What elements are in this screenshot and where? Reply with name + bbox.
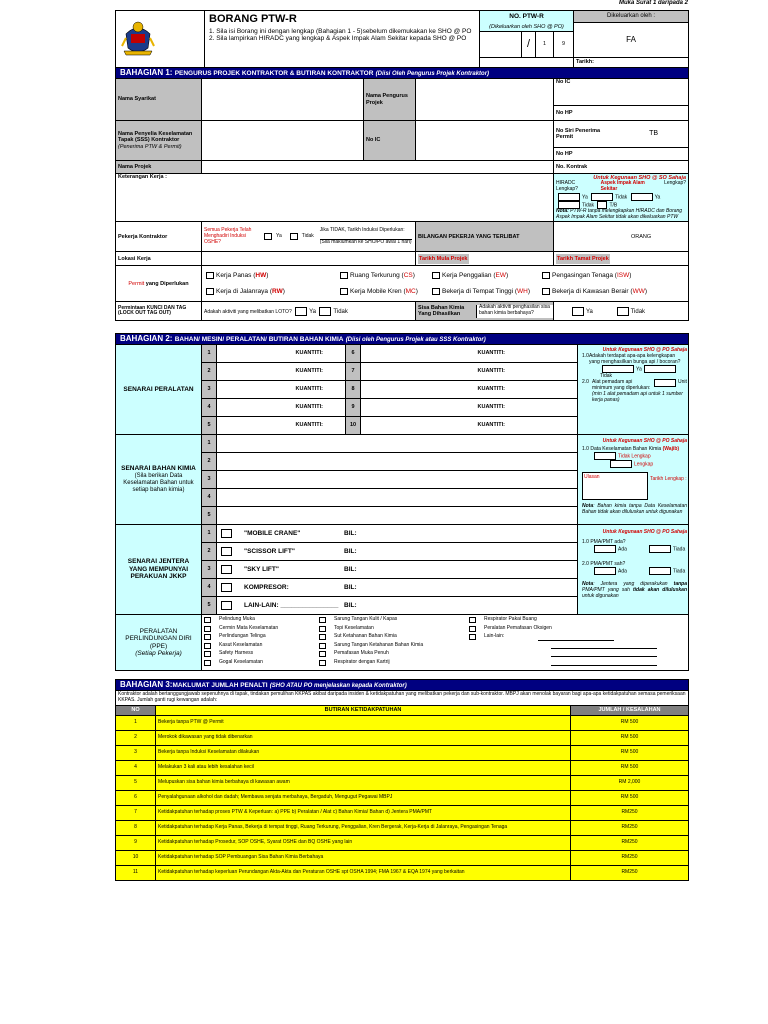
permit-wh[interactable]: Bekerja di Tempat Tinggi (WH)	[430, 288, 540, 296]
penalty-description: Bekerja tanpa Induksi Keselamatan dilakukan	[156, 745, 571, 760]
penalty-description: Penyalahgunaan alkohol dan dadah; Membawa senjata merbahaya, Bergaduh, Mengugut Pegawai MBPJ	[156, 790, 571, 805]
section-2-header: BAHAGIAN 2: BAHAN/ MESIN/ PERALATAN/ BUTIRAN BAHAN KIMIA (Diisi oleh Pengurus Projek atau SSS Kontraktor)	[116, 334, 689, 345]
ic-no-label[interactable]: No IC	[554, 79, 689, 106]
logo-cell	[116, 11, 205, 68]
sds-lengkap-box[interactable]	[610, 460, 632, 468]
penalty-no: 10	[116, 850, 156, 865]
equipment-list-label: SENARAI PERALATAN	[116, 345, 202, 435]
penalty-row	[116, 775, 689, 790]
ppe-option[interactable]: Pelindung Muka	[204, 616, 319, 625]
permit-ww[interactable]: Bekerja di Kawasan Berair (WW)	[540, 288, 647, 296]
equipment-qty-1[interactable]: KUANTITI:	[217, 345, 346, 363]
penalty-row	[116, 790, 689, 805]
chemical-row-2[interactable]	[217, 453, 578, 471]
sss-hp-label[interactable]: No HP	[554, 148, 689, 161]
penalty-amount: RM 500	[571, 715, 689, 730]
penalty-description: Bekerja tanpa PTW @ Permit	[156, 715, 571, 730]
penalty-amount: RM250	[571, 865, 689, 880]
sss-name-field[interactable]	[202, 121, 364, 161]
loto-tidak-box[interactable]	[319, 307, 331, 316]
machinery-row-2[interactable]: "SCISSOR LIFT" BIL:	[217, 543, 578, 561]
col-no-header: NO	[116, 705, 156, 715]
page-number: Muka Surat 1 daripada 2	[618, 0, 688, 6]
instruction-2: 2. Sila lampirkan HIRADC yang lengkap & Aspek Impak Alam Sekitar kepada SHO @ PO	[209, 35, 467, 43]
hiradc-ya-box[interactable]	[558, 193, 580, 201]
project-manager-field[interactable]	[416, 79, 554, 121]
chemical-waste-options: Ya Tidak	[554, 302, 689, 321]
work-description-field[interactable]: Keterangan Kerja :	[116, 174, 554, 222]
loto-label: Permintaan KUNCI DAN TAG (LOCK OUT TAG OUT)	[116, 302, 202, 321]
pma-sah-tiada-box[interactable]	[649, 567, 671, 575]
section-1	[115, 67, 689, 321]
penalty-no: 6	[116, 790, 156, 805]
permit-cs[interactable]: Ruang Terkurung (CS)	[338, 272, 430, 280]
ppe-option[interactable]: Gogal Keselamatan	[204, 659, 319, 668]
sss-name-label: Nama Penyelia Keselamatan Tapak (SSS) Kontraktor (Penerima PTW & Permit)	[116, 121, 202, 161]
penalty-row	[116, 745, 689, 760]
permit-label: Permit yang Diperlukan	[116, 266, 202, 302]
issued-label: Dikeluarkan oleh :	[574, 11, 689, 23]
penalty-row	[116, 865, 689, 880]
section-3-header: BAHAGIAN 3:MAKLUMAT JUMLAH PENALTI (SHO ATAU PO menjelaskan kepada Kontraktor)	[116, 680, 689, 691]
penalty-description: Ketidakpatuhan terhadap proses PTW & Keperluan: a) PPE b) Peralatan / Alat c) Bahan Kimia/ Bahan d) Jentera PMA/PMT	[156, 805, 571, 820]
date-label[interactable]: Tarikh:	[574, 58, 689, 68]
penalty-row	[116, 730, 689, 745]
penalty-amount: RM250	[571, 805, 689, 820]
chemical-row-1[interactable]	[217, 435, 578, 453]
equipment-qty-3[interactable]: KUANTITI:	[217, 381, 346, 399]
penalty-description: Ketidakpatuhan terhadap Prosedur, SOP OSHE, Syarat OSHE dan BQ OSHE yang lain	[156, 835, 571, 850]
contract-no-label[interactable]: No. Kontrak	[554, 161, 689, 174]
permit-mc[interactable]: Kerja Mobile Kren (MC)	[338, 288, 430, 296]
sds-remarks-box[interactable]: Ulasan	[582, 472, 648, 500]
machinery-row-3[interactable]: "SKY LIFT" BIL:	[217, 561, 578, 579]
penalty-intro: Kontraktor adalah bertanggungjawab sepenuhnya di tapak, tindakan pemulihan KKPAS akibat daripada insiden & ketidakpatuhan yang melibatkan pekerja dan sub-kontraktor. MBPJ akan menolak bayaran bagi apa-apa ketidakpatuhan semasa pemeriksaan KKPAS. Jumlah ganti rugi kewangan adalah:	[116, 691, 689, 706]
worker-count-label: BILANGAN PEKERJA YANG TERLIBAT	[416, 222, 554, 252]
penalty-no: 3	[116, 745, 156, 760]
section-1-header: BAHAGIAN 1: PENGURUS PROJEK KONTRAKTOR & BUTIRAN KONTRAKTOR (Diisi Oleh Pengurus Projek Kontraktor)	[116, 68, 689, 79]
permit-serial-field[interactable]: No Siri Penerima Permit TB	[554, 121, 689, 148]
ptw-no-field-3[interactable]: 9	[554, 32, 574, 58]
penalty-amount: RM 2,000	[571, 775, 689, 790]
project-name-field[interactable]	[202, 161, 554, 174]
workers-label: Pekerja Kontraktor	[116, 222, 202, 252]
extinguisher-unit-box[interactable]	[654, 379, 676, 387]
end-date-field[interactable]: Tarikh Tamat Projek	[554, 252, 689, 266]
col-butiran-header: BUTIRAN KETIDAKPATUHAN	[156, 705, 571, 715]
col-jumlah-header: JUMLAH / KESALAHAN	[571, 705, 689, 715]
penalty-amount: RM250	[571, 820, 689, 835]
penalty-no: 1	[116, 715, 156, 730]
ptw-no-field-1[interactable]	[480, 32, 522, 58]
machinery-list-label: SENARAI JENTERA YANG MEMPUNYAI PERAKUAN JKKP	[116, 525, 202, 615]
equipment-qty-6[interactable]: KUANTITI:	[361, 345, 578, 363]
penalty-amount: RM250	[571, 835, 689, 850]
equipment-qty-8[interactable]: KUANTITI:	[361, 381, 578, 399]
chemical-row-4[interactable]	[217, 489, 578, 507]
machinery-row-1[interactable]: "MOBILE CRANE" BIL:	[217, 525, 578, 543]
penalty-amount: RM 500	[571, 790, 689, 805]
ppe-label: PERALATAN PERLINDUNGAN DIRI (PPE) (Setiap Pekerja)	[116, 615, 202, 671]
location-field[interactable]	[202, 252, 416, 266]
penalty-description: Merokok dikawasan yang tidak dibenarkan	[156, 730, 571, 745]
ppe-option[interactable]: Peralatan Pemafasan Oksigen	[469, 625, 657, 634]
sho-check-panel: Untuk Kegunaan SHO @ SO Sahaja HIRADC Lengkap? Aspek Impak Alam Sekitar Lengkap? Ya Tidak Ya Tidak T/B Nota: PTW-R tanpa melengkapkan HIRADC dan Borang Aspek Impak Alam Sekitar tidak akan dikeluarkan PTW	[554, 174, 689, 222]
penalty-row	[116, 820, 689, 835]
penalty-row	[116, 850, 689, 865]
location-label: Lokasi Kerja	[116, 252, 202, 266]
equipment-qty-10[interactable]: KUANTITI:	[361, 417, 578, 435]
induction-ya-box[interactable]	[264, 233, 272, 240]
issued-value[interactable]: FA	[574, 23, 689, 58]
ppe-option[interactable]: Respirator Pakai Buang	[469, 616, 657, 625]
company-name-label: Nama Syarikat	[116, 79, 202, 121]
induction-tidak-box[interactable]	[290, 233, 298, 240]
penalty-description: Ketidakpatuhan terhadap keperluan Perundangan Akta-Akta dan Peraturan OSHE spt OSHA 1994; FMA 1967 & EQA 1974 yang berkaitan	[156, 865, 571, 880]
ppe-option[interactable]: Respirator dengan Kartrij	[319, 659, 469, 668]
ppe-option[interactable]: Cermin Mata Keselamatan	[204, 625, 319, 634]
chemical-list-label: SENARAI BAHAN KIMIA (Sila berikan Data Keselamatan Bahan untuk setiap bahan kimia)	[116, 435, 202, 525]
section-2: BAHAGIAN 2: BAHAN/ MESIN/ PERALATAN/ BUTIRAN BAHAN KIMIA (Diisi oleh Pengurus Projek atau SSS Kontraktor) SENARAI PERALATAN 1 KUANTITI: 6 KUANTITI: 2 KUANTITI: 7 KUANTITI: 3 KUANTITI: 8 KUANTITI: 4 KUANTITI: 9 KUANTITI: 5 KUANTITI: 10 KUANTITI: SENARAI BAHAN KIMIA (Sila berikan Data Keselamatan Bahan untuk setiap bahan kimia) 1 2 3 4 5 SENARAI JENTERA YANG MEMPUNYAI PERAKUAN JKKP 1 "MOBILE CRANE" BIL: 2 "SCISSOR LIFT" BIL: 3 "SKY LIFT" BIL: 4 KOMPRESOR: BIL: 5 LAIN-LAIN: ________________ BIL: PERALATAN PERLINDUNGAN DIRI (PPE) (Setiap Pekerja) Pelindung Muka Cermin Mata Keselamatan Perlindungan Telinga Kasut Keselamatan Safety Harness Gogal Keselamatan Sarung Tangan Kulit / Kapas Topi Keselamatan Sut Ketahanan Bahan Kimia Sarung Tangan Ketahanan Bahan Kimia Pemafasan Muka Penuh Respirator dengan Kartrij Respirator Pakai Buang Peralatan Pemafasan Oksigen Lain-lain:	[115, 333, 689, 671]
sparks-tidak-box[interactable]	[644, 365, 676, 373]
equipment-panel-content: Untuk Kegunaan SHO @ PO Sahaja 1.0 Adakah terdapat apa-apa kelengkapan yang menghasilkan bunga api / bocoran? YaTidak 2.0 Alat pemadam api minimum yang diperlukan: Unit (min 1 alat pemadam api untuk 1 sumber kerja panas)	[582, 347, 687, 403]
penalty-row	[116, 715, 689, 730]
permit-isw[interactable]: Pengasingan Tenaga (ISW)	[540, 272, 631, 280]
ptw-no-field-2[interactable]: 1	[536, 32, 554, 58]
permit-rw[interactable]: Kerja di Jalanraya (RW)	[204, 288, 338, 296]
penalty-amount: RM 500	[571, 730, 689, 745]
equipment-qty-2[interactable]: KUANTITI:	[217, 363, 346, 381]
penalty-no: 9	[116, 835, 156, 850]
pma-sah-ada-box[interactable]	[594, 567, 616, 575]
ppe-option[interactable]: Lain-lain:	[469, 633, 657, 642]
penalty-no: 8	[116, 820, 156, 835]
pma-tiada-box[interactable]	[649, 545, 671, 553]
sss-ic-field[interactable]	[416, 121, 554, 161]
hp-no-label[interactable]: No HP	[554, 106, 689, 121]
penalty-no: 7	[116, 805, 156, 820]
chemical-panel-content: Untuk Kegunaan SHO @ PO Sahaja 1.0 Data Keselamatan Bahan Kimia (Wajib) Tidak LengkapLengkap Ulasan Tarikh Lengkap : Nota: Bahan kimia tanpa Data Keselamatan Bahan tidak akan diluluskan untuk digunakan	[582, 438, 687, 515]
chemical-row-3[interactable]	[217, 471, 578, 489]
penalty-amount: RM 500	[571, 760, 689, 775]
sss-ic-label: No IC	[364, 121, 416, 161]
ppe-options	[202, 615, 689, 671]
chemical-waste-label: Sisa Bahan Kimia Yang Dihasilkan Adakah aktiviti penghasilan sisa bahan kimia berbahaya?	[416, 302, 554, 321]
pma-ada-box[interactable]	[594, 545, 616, 553]
penalty-row	[116, 805, 689, 820]
ppe-option[interactable]: Kasut Keselamatan	[204, 642, 319, 651]
sds-tidak-lengkap-box[interactable]	[594, 452, 616, 460]
penalty-row	[116, 760, 689, 775]
penalty-description: Ketidakpatuhan terhadap SOP Pembuangan Sisa Bahan Kimia Berbahaya	[156, 850, 571, 865]
ptw-no-label: NO. PTW-R	[509, 13, 544, 21]
equipment-qty-9[interactable]: KUANTITI:	[361, 399, 578, 417]
section-3	[115, 679, 689, 881]
loto-row: Adakah aktiviti yang melibatkan LOTO? Ya Tidak	[202, 302, 416, 321]
ptw-no-sub: (Dikeluarkan oleh SHO @ PO)	[480, 23, 574, 32]
hiradc-tidak-box[interactable]	[591, 193, 613, 201]
penalty-no: 2	[116, 730, 156, 745]
loto-ya-box[interactable]	[295, 307, 307, 316]
ppe-option[interactable]: Perlindungan Telinga	[204, 633, 319, 642]
machinery-panel-content: Untuk Kegunaan SHO @ PO Sahaja 1.0 PMA/PMT ada? Ada Tiada 2.0 PMA/PMT sah? Ada Tiada Nota: Jentera yang diperakukan tanpa PMA/PMT yang sah tidak akan diluluskan untuk digunakan	[582, 529, 687, 599]
ppe-option[interactable]: Sarung Tangan Ketahanan Bahan Kimia	[319, 642, 469, 651]
ppe-option[interactable]: Topi Keselamatan	[319, 625, 469, 634]
machinery-row-5[interactable]: LAIN-LAIN: ________________ BIL:	[217, 597, 578, 615]
sparks-ya-box[interactable]	[602, 365, 634, 373]
ppe-option[interactable]: Sut Ketahanan Bahan Kimia	[319, 633, 469, 642]
induction-row: Semua Pekerja Telah Menghadiri Induksi OSHE? Ya Tidak Jika TIDAK, Tarikh Induksi Diperlukan: (Sila maklumkan ke SHO/PO awal 1 hari)	[202, 222, 416, 252]
penalty-description: Melupuskan sisa bahan kimia berbahaya di kawasan awam	[156, 775, 571, 790]
form-title: BORANG PTW-R	[209, 13, 297, 25]
instruction-1: 1. Sila isi Borang ini dengan lengkap (Bahagian 1 - 5)sebelum dikemukakan ke SHO @ PO	[209, 27, 472, 35]
equipment-qty-5[interactable]: KUANTITI:	[217, 417, 346, 435]
permit-options	[202, 266, 689, 302]
permit-ew[interactable]: Kerja Penggalian (EW)	[430, 272, 540, 280]
chemical-row-5[interactable]	[217, 507, 578, 525]
project-name-label: Nama Projek	[116, 161, 202, 174]
waste-ya-box[interactable]	[572, 307, 584, 316]
penalty-amount: RM250	[571, 850, 689, 865]
penalty-description: Melakukan 3 kali atau lebih kesalahan kecil	[156, 760, 571, 775]
company-name-field[interactable]	[202, 79, 364, 121]
permit-hw[interactable]: Kerja Panas (HW)	[204, 272, 338, 280]
penalty-no: 4	[116, 760, 156, 775]
equipment-qty-4[interactable]: KUANTITI:	[217, 399, 346, 417]
ppe-option[interactable]: Sarung Tangan Kulit / Kapas	[319, 616, 469, 625]
penalty-description: Ketidakpatuhan terhadap Kerja Panas, Bekerja di tempat tinggi, Ruang Terkurung, Penggalian, Kren Bergerak, Kerja-Kerja di Jalanraya, Pengasingan Tenaga	[156, 820, 571, 835]
equipment-qty-7[interactable]: KUANTITI:	[361, 363, 578, 381]
machinery-row-4[interactable]: KOMPRESOR: BIL:	[217, 579, 578, 597]
waste-tidak-box[interactable]	[617, 307, 629, 316]
ppe-option[interactable]: Safety Harness	[204, 650, 319, 659]
penalty-amount: RM 500	[571, 745, 689, 760]
worker-count-field[interactable]: ORANG	[554, 222, 689, 252]
start-date-field[interactable]: Tarikh Mula Projek	[416, 252, 554, 266]
form-header	[115, 10, 689, 68]
mbpj-crest-icon	[118, 18, 158, 58]
penalty-no: 11	[116, 865, 156, 880]
ppe-option[interactable]: Pemafasan Muka Penuh	[319, 650, 469, 659]
penalty-no: 5	[116, 775, 156, 790]
penalty-row	[116, 835, 689, 850]
project-manager-label: Nama Pengurus Projek	[364, 79, 416, 121]
aspek-ya-box[interactable]	[631, 193, 653, 201]
ptw-no-slash: /	[522, 32, 536, 58]
